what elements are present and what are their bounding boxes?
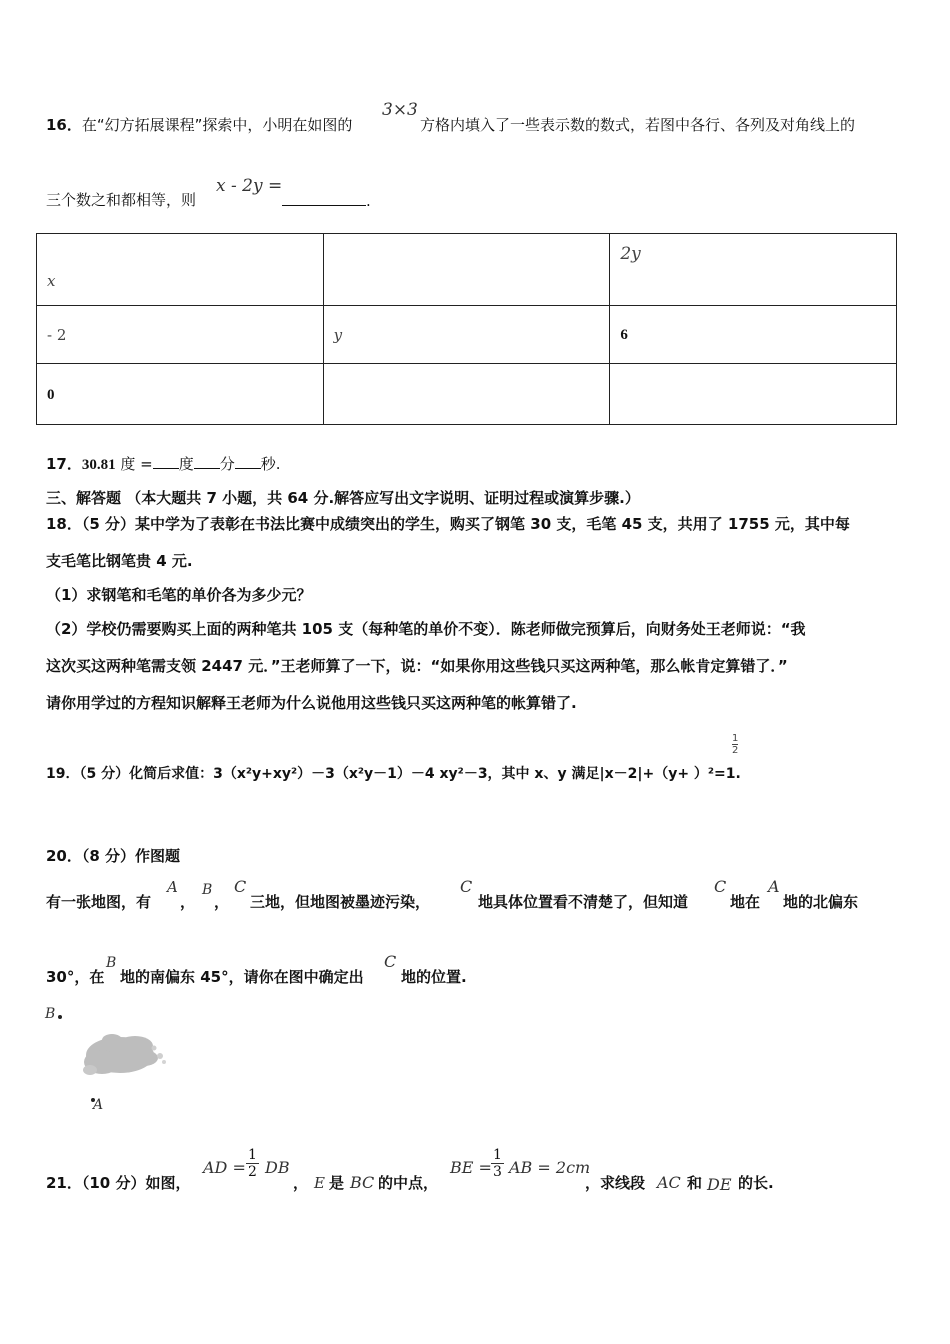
q18-part2a: （2）学校仍需要购买上面的两种笔共 105 支（每种笔的单价不变）．陈老师做完预算后，向财务处王老师说：“我	[46, 620, 806, 638]
q21-ask: ，求线段	[585, 1174, 646, 1192]
q21-number: 21．（10 分）如图，	[46, 1174, 191, 1192]
q21-and: 和	[687, 1174, 703, 1192]
q19-frac-den: 2	[732, 745, 739, 756]
q20-l1a: 有一张地图，有	[46, 893, 152, 911]
q20-l1e: 地的北偏东	[783, 893, 859, 911]
q20-l1c: 地具体位置看不清楚了，但知道	[478, 893, 689, 911]
q21-half-fraction	[246, 1147, 259, 1180]
q16-line1	[46, 114, 352, 135]
section3-title: 三、解答题	[46, 489, 122, 507]
grid-cell-r2c3: 6	[610, 306, 897, 364]
magic-square-grid	[36, 233, 897, 425]
q20-label-b2: B	[106, 955, 117, 971]
q20-label-a1: A	[167, 878, 178, 896]
section3-note: （本大题共 7 小题，共 64 分.解答应写出文字说明、证明过程或演算步骤.）	[126, 489, 640, 507]
grid-cell-r3c2	[323, 364, 610, 425]
q21-db: DB	[265, 1158, 290, 1177]
q20-l2b: 地的南偏东 45°，请你在图中确定出	[120, 968, 364, 986]
grid-cell-r2c1: - 2	[37, 306, 324, 364]
q18-line1: 18．（5 分）某中学为了表彰在书法比赛中成绩突出的学生，购买了钢笔 30 支，毛笔 45 支，共用了 1755 元，其中每	[46, 515, 850, 533]
grid-cell-r1c2	[323, 234, 610, 306]
q17-value: 30.81	[81, 457, 116, 473]
grid-cell-r1c3: 2y	[610, 234, 897, 306]
map-figure	[40, 1000, 180, 1120]
grid-cell-r3c3	[610, 364, 897, 425]
q21-half-num: 1	[248, 1147, 257, 1163]
q20-l1b: 三地，但地图被墨迹污染，	[250, 893, 431, 911]
q21-third-num: 1	[493, 1147, 502, 1163]
q20-label-c2: C	[460, 877, 473, 896]
grid-cell-r3c1: 0	[37, 364, 324, 425]
q19-frac-num: 1	[732, 733, 739, 744]
q21-ac: AC	[657, 1173, 681, 1192]
q17-t4: 秒.	[260, 455, 281, 473]
point-b-marker	[58, 1015, 62, 1019]
q16-text-c: 三个数之和都相等，则	[46, 191, 197, 209]
q21-comma: ，	[293, 1174, 309, 1192]
q21-third-den: 3	[493, 1164, 502, 1180]
q19-text: 19．（5 分）化简后求值：3（x²y+xy²）－3（x²y－1）－4 xy²－3，其中 x、y 满足|x－2|+（y+ ）²=1.	[46, 766, 741, 782]
section3-heading	[46, 487, 640, 508]
q21-be: BE =	[450, 1158, 492, 1177]
q20-label-c4: C	[384, 952, 397, 971]
q21-e: E	[314, 1174, 325, 1192]
q20-label-c1: C	[234, 877, 247, 896]
grid-cell-r1c1: x	[37, 234, 324, 306]
q16-answer-blank	[282, 189, 371, 210]
q20-label-c3: C	[714, 877, 727, 896]
q21-end: 的长.	[738, 1174, 774, 1192]
q21-mid: 是	[329, 1174, 345, 1192]
q20-label-b1: B	[202, 882, 213, 898]
q20-title: 20．（8 分）作图题	[46, 847, 181, 865]
q16-expr: x - 2y =	[216, 176, 283, 196]
grid-cell-r2c2: y	[323, 306, 610, 364]
q17-line	[46, 453, 281, 474]
q21-ad: AD =	[203, 1158, 246, 1177]
q16-dims: 3×3	[382, 100, 418, 120]
q16-number: 16．	[46, 116, 82, 134]
q21-de: DE	[707, 1175, 732, 1194]
map-label-a: A	[93, 1097, 104, 1113]
q16-text-a: 在“幻方拓展课程”探索中，小明在如图的	[81, 116, 353, 134]
q18-part2c: 请你用学过的方程知识解释王老师为什么说他用这些钱只买这两种笔的帐算错了.	[46, 694, 577, 712]
q20-l1d: 地在	[730, 893, 761, 911]
q18-part2b: 这次买这两种笔需支领 2447 元．”王老师算了一下，说：“如果你用这些钱只买这两种笔，那么帐肯定算错了．”	[46, 657, 788, 675]
q20-comma1: ，	[180, 893, 196, 911]
q20-comma2: ，	[214, 893, 230, 911]
q19-fraction	[732, 733, 738, 756]
q21-third-fraction	[491, 1147, 504, 1180]
q20-label-a2: A	[768, 877, 780, 896]
ink-stain	[83, 1034, 166, 1075]
map-label-b: B	[45, 1006, 56, 1022]
q18-part1: （1）求钢笔和毛笔的单价各为多少元？	[46, 586, 312, 604]
q20-l2a: 30°，在	[46, 968, 105, 986]
q20-l2c: 地的位置.	[401, 968, 467, 986]
q21-bc: BC	[350, 1173, 375, 1192]
q16-line2	[46, 189, 196, 210]
q17-t3: 分	[219, 455, 235, 473]
q17-t2: 度	[178, 455, 194, 473]
q16-end: .	[366, 192, 371, 210]
q17-t1: 度 =	[120, 455, 153, 473]
q17-number: 17．	[46, 455, 82, 473]
q18-line2: 支毛笔比钢笔贵 4 元.	[46, 552, 193, 570]
q21-mid2: 的中点，	[378, 1174, 439, 1192]
q21-half-den: 2	[248, 1164, 257, 1180]
q16-text-b: 方格内填入了一些表示数的数式，若图中各行、各列及对角线上的	[420, 116, 856, 134]
q21-ab: AB = 2cm	[509, 1158, 591, 1177]
